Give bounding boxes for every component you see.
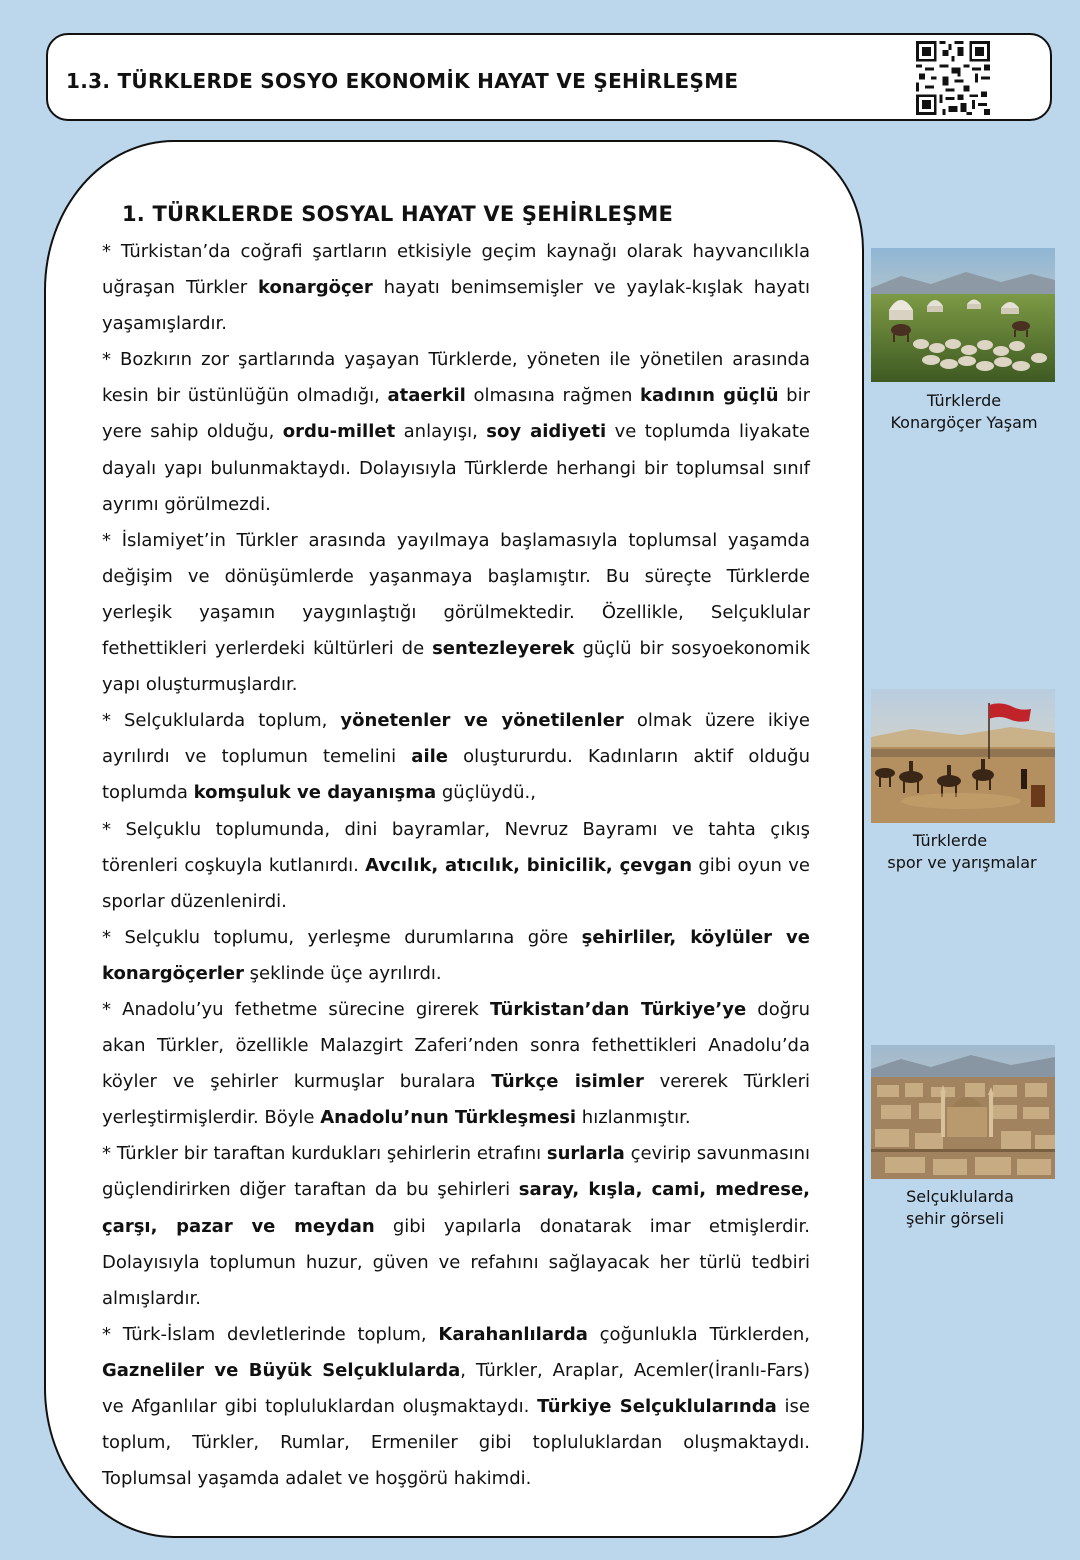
text-segment: olmak üzere ikiye ayrılırdı ve toplumun temelini — [102, 710, 810, 768]
text-segment: * Türkler bir taraftan kurdukları şehirlerin etrafını — [102, 1143, 547, 1165]
text-segment: çoğunlukla Türklerden, — [587, 1323, 810, 1345]
paragraph — [102, 992, 810, 1136]
text-segment: güçlü bir sosyoekonomik yapı oluşturmuşlardır. — [102, 638, 810, 696]
bold-term: Karahanlılarda — [438, 1323, 588, 1345]
text-segment: * İslamiyet’in Türkler arasında yayılmaya başlamasıyla toplumsal yaşamda değişim ve dönüşümlerde yaşanmaya başlamıştır. Bu süreçte Türklerde yerleşik yaşamın yaygınlaştığı görülmektedir. Özellikle, Selçuklular fethettikleri yerlerdeki kültürleri de — [102, 529, 810, 660]
text-segment: hızlanmıştır. — [576, 1107, 691, 1129]
text-segment: , Türkler, Araplar, Acemler(İranlı-Fars) ve Afganlılar gibi topluluklardan oluşmaktaydı. — [102, 1359, 810, 1417]
text-segment: * Bozkırın zor şartlarında yaşayan Türklerde, yöneten ile yönetilen arasında kesin bir üstünlüğün olmadığı, — [102, 349, 810, 407]
bold-term: surlarla — [546, 1143, 625, 1165]
section-title: 1. TÜRKLERDE SOSYAL HAYAT VE ŞEHİRLEŞME — [122, 202, 674, 226]
text-segment: gibi yapılarla donatarak imar etmişlerdir. Dolayısıyla toplumun huzur, güven ve refahını sağlayacak her türlü tedbiri almışlardır. — [102, 1215, 810, 1309]
text-segment: * Selçuklu toplumu, yerleşme durumlarına göre — [102, 926, 582, 948]
bold-term: yönetenler ve yönetilenler — [340, 710, 624, 732]
qr-code-icon[interactable] — [916, 41, 990, 115]
bold-term: şehirliler, köylüler ve konargöçerler — [102, 926, 810, 984]
bold-term: Gazneliler ve Büyük Selçuklularda — [102, 1359, 461, 1381]
text-segment: doğru akan Türkler, özellikle Malazgirt Zaferi’nden sonra fethettikleri Anadolu’da köyler ve şehirler kurmuşlar buralara — [102, 998, 810, 1093]
content-card — [44, 140, 864, 1538]
text-segment: çevirip savunmasını güçlendirirken diğer taraftan da bu şehirleri — [102, 1143, 811, 1201]
paragraph — [102, 1317, 810, 1497]
caption-sports-line2: spor ve yarışmalar — [887, 853, 1037, 872]
page-title: 1.3. TÜRKLERDE SOSYO EKONOMİK HAYAT VE ŞEHİRLEŞME — [66, 69, 739, 93]
caption-city-line1: Selçuklularda — [906, 1187, 1014, 1206]
caption-sports — [850, 830, 1050, 874]
text-segment: anlayışı, — [395, 421, 487, 443]
paragraph — [102, 703, 810, 811]
paragraph — [102, 812, 810, 920]
bold-term: Türkçe isimler — [491, 1071, 644, 1093]
bold-term: komşuluk ve dayanışma — [193, 782, 437, 804]
text-segment: güçlüydü., — [436, 782, 536, 804]
text-segment: hayatı benimsemişler ve yaylak-kışlak hayatı yaşamışlardır. — [102, 277, 810, 335]
paragraph — [102, 523, 810, 703]
caption-nomad — [864, 390, 1064, 434]
text-segment: * Selçuklu toplumunda, dini bayramlar, Nevruz Bayramı ve tahta çıkış törenleri coşkuyla kutlanırdı. — [102, 818, 810, 876]
sports-image — [871, 689, 1055, 823]
bold-term: saray, kışla, cami, medrese, çarşı, pazar ve meydan — [102, 1179, 810, 1237]
bold-term: aile — [411, 746, 448, 768]
caption-city — [860, 1186, 1060, 1230]
text-segment: gibi oyun ve sporlar düzenlenirdi. — [102, 854, 810, 912]
header-box — [46, 33, 1052, 121]
bold-term: Avcılık, atıcılık, binicilik, çevgan — [365, 854, 693, 876]
bold-term: soy aidiyeti — [486, 421, 607, 443]
text-segment: ise toplum, Türkler, Rumlar, Ermeniler gibi topluluklardan oluşmaktaydı. Toplumsal yaşamda adalet ve hoşgörü hakimdi. — [102, 1396, 810, 1490]
city-image — [871, 1045, 1055, 1179]
bold-term: ataerkil — [387, 385, 466, 407]
paragraph — [102, 234, 810, 342]
bold-term: Türkiye Selçuklularında — [537, 1396, 777, 1417]
paragraph — [102, 1136, 810, 1316]
text-segment: oluştururdu. Kadınların aktif olduğu toplumda — [102, 746, 810, 804]
caption-city-line2: şehir görseli — [905, 1209, 1005, 1228]
text-segment: şeklinde üçe ayrılırdı. — [243, 962, 442, 984]
bold-term: Anadolu’nun Türkleşmesi — [320, 1107, 577, 1129]
paragraph — [102, 342, 810, 522]
text-segment: * Selçuklularda toplum, — [102, 710, 341, 732]
content-text — [102, 234, 810, 1497]
bold-term: sentezleyerek — [432, 638, 575, 660]
caption-sports-line1: Türklerde — [912, 831, 988, 850]
bold-term: ordu-millet — [282, 421, 396, 443]
caption-nomad-line1: Türklerde — [926, 391, 1002, 410]
text-segment: vererek Türkleri yerleştirmişlerdir. Böyle — [102, 1071, 810, 1129]
text-segment: * Türkistan’da coğrafi şartların etkisiyle geçim kaynağı olarak hayvancılıkla uğraşan Türkler — [102, 241, 810, 299]
text-segment: * Türk-İslam devletlerinde toplum, — [102, 1323, 439, 1345]
text-segment: ve toplumda liyakate dayalı yapı bulunmaktaydı. Dolayısıyla Türklerde herhangi bir toplumsal sınıf ayrımı görülmezdi. — [102, 421, 811, 515]
paragraph — [102, 920, 810, 992]
text-segment: * Anadolu’yu fethetme sürecine girerek — [102, 998, 490, 1020]
text-segment: olmasına rağmen — [465, 385, 641, 407]
bold-term: kadının güçlü — [640, 385, 779, 407]
caption-nomad-line2: Konargöçer Yaşam — [890, 413, 1038, 432]
bold-term: konargöçer — [258, 277, 373, 299]
nomad-life-image — [871, 248, 1055, 382]
text-segment: bir yere sahip olduğu, — [102, 385, 811, 443]
bold-term: Türkistan’dan Türkiye’ye — [489, 998, 747, 1020]
